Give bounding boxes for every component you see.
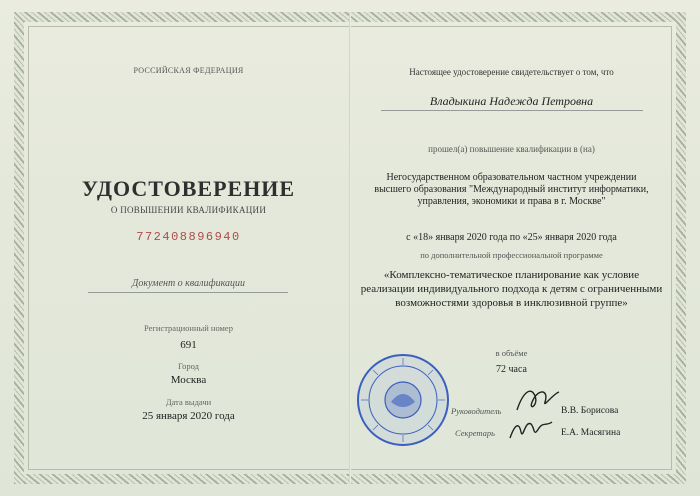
document-type: Документ о квалификации bbox=[131, 278, 246, 289]
training-period: с «18» января 2020 года по «25» января 2020 года bbox=[406, 232, 617, 243]
registration-number: 691 bbox=[180, 339, 197, 351]
right-page bbox=[351, 0, 672, 496]
organization-line-3: управления, экономики и права в г. Москве" bbox=[417, 196, 606, 207]
registration-label: Регистрационный номер bbox=[144, 323, 233, 333]
name-underline bbox=[381, 110, 643, 111]
program-line-1: «Комплексно-тематическое планирование как условие bbox=[383, 269, 640, 281]
city-value: Москва bbox=[170, 374, 207, 386]
secretary-signature bbox=[507, 412, 555, 442]
holder-name: Владыкина Надежда Петровна bbox=[429, 94, 594, 108]
city-label: Город bbox=[178, 361, 199, 371]
program-line-2: реализации индивидуального подхода к детям с ограниченными bbox=[360, 283, 663, 295]
passed-text: прошел(а) повышение квалификации в (на) bbox=[428, 144, 595, 154]
doc-type-underline bbox=[88, 292, 288, 293]
organization-line-1: Негосударственном образовательном частном учреждении bbox=[386, 172, 637, 183]
left-page bbox=[28, 0, 349, 496]
volume-label: в объёме bbox=[495, 348, 528, 358]
certificate-subtitle: О ПОВЫШЕНИИ КВАЛИФИКАЦИИ bbox=[110, 205, 267, 215]
head-signature bbox=[513, 382, 563, 416]
organization-line-2: высшего образования "Международный институт информатики, bbox=[374, 184, 649, 195]
intro-text: Настоящее удостоверение свидетельствует о том, что bbox=[409, 67, 614, 77]
program-label: по дополнительной профессиональной программе bbox=[420, 250, 603, 260]
volume-value: 72 часа bbox=[496, 364, 527, 375]
certificate-title: УДОСТОВЕРЕНИЕ bbox=[81, 176, 296, 201]
program-line-3: возможностями здоровья в инклюзивной группе» bbox=[395, 297, 628, 309]
secretary-name: Е.А. Масягина bbox=[561, 428, 621, 438]
issue-date-label: Дата выдачи bbox=[165, 397, 212, 407]
head-role: Руководитель bbox=[451, 406, 502, 416]
secretary-role: Секретарь bbox=[455, 428, 495, 438]
head-name: В.В. Борисова bbox=[561, 406, 619, 416]
country-label: РОССИЙСКАЯ ФЕДЕРАЦИЯ bbox=[133, 66, 244, 75]
serial-number: 772408896940 bbox=[136, 230, 241, 244]
institution-seal bbox=[355, 352, 451, 448]
issue-date-value: 25 января 2020 года bbox=[142, 410, 235, 422]
